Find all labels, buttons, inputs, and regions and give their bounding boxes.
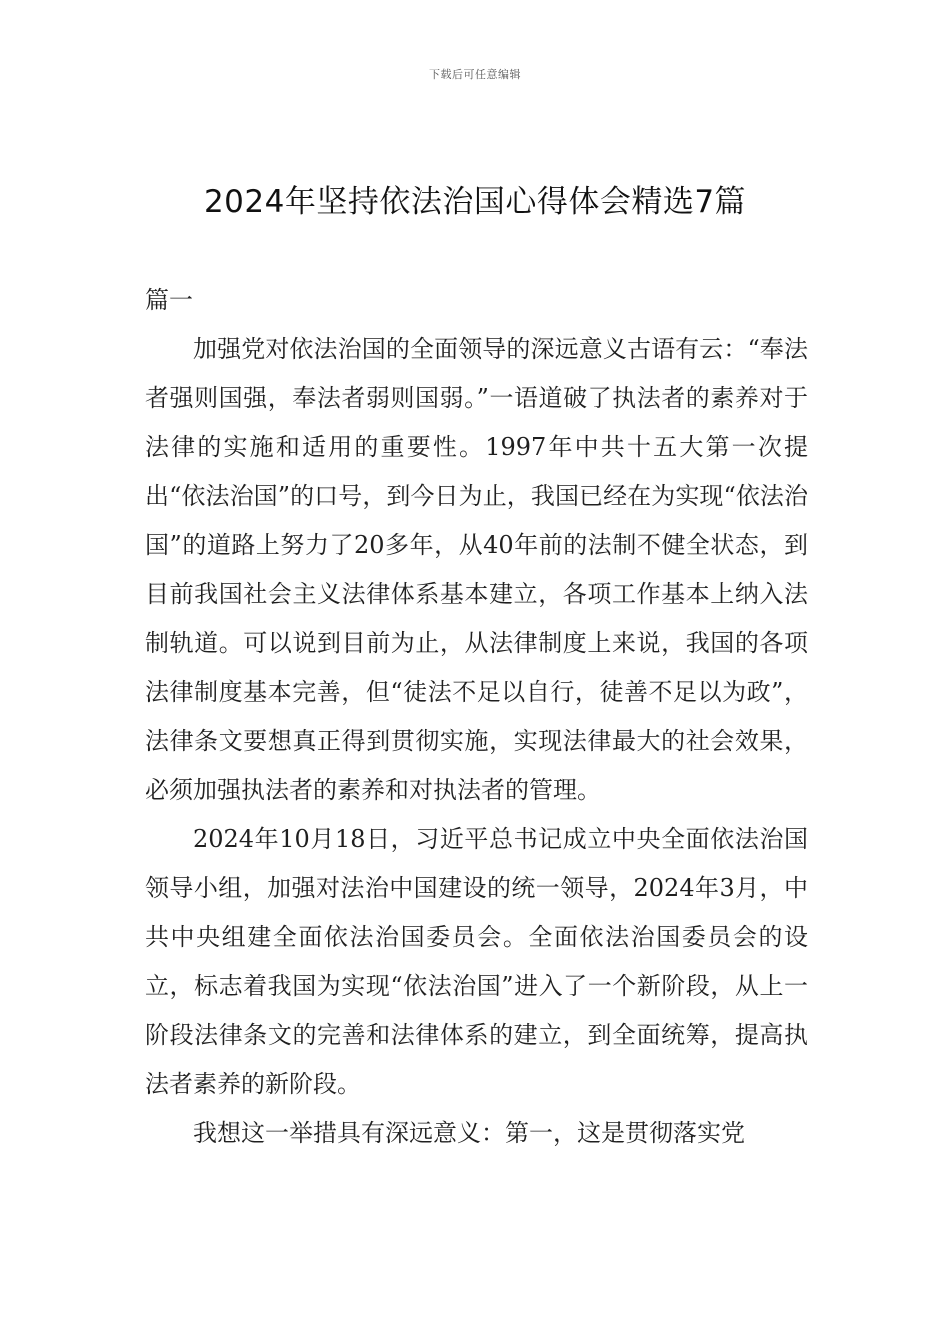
section-heading: 篇一	[145, 286, 193, 314]
document-body	[145, 276, 808, 1158]
paragraph-3: 我想这一举措具有深远意义：第一，这是贯彻落实党	[193, 1119, 745, 1147]
paragraph-1: 加强党对依法治国的全面领导的深远意义古语有云：“奉法者强则国强，奉法者弱则国弱。”一语道破了执法者的素养对于法律的实施和适用的重要性。1997年中共十五大第一次提出“依法治国”的口号，到今日为止，我国已经在为实现“依法治国”的道路上努力了20多年，从40年前的法制不健全状态，到目前我国社会主义法律体系基本建立，各项工作基本上纳入法制轨道。可以说到目前为止，从法律制度上来说，我国的各项法律制度基本完善，但“徒法不足以自行，徒善不足以为政”，法律条文要想真正得到贯彻实施，实现法律最大的社会效果，必须加强执法者的素养和对执法者的管理。	[145, 335, 808, 804]
header-note: 下载后可任意编辑	[429, 68, 521, 81]
paragraph-2: 2024年10月18日，习近平总书记成立中央全面依法治国领导小组，加强对法治中国建设的统一领导，2024年3月，中共中央组建全面依法治国委员会。全面依法治国委员会的设立，标志着我国为实现“依法治国”进入了一个新阶段，从上一阶段法律条文的完善和法律体系的建立，到全面统筹，提高执法者素养的新阶段。	[145, 825, 808, 1098]
document-title: 2024年坚持依法治国心得体会精选7篇	[203, 184, 747, 220]
